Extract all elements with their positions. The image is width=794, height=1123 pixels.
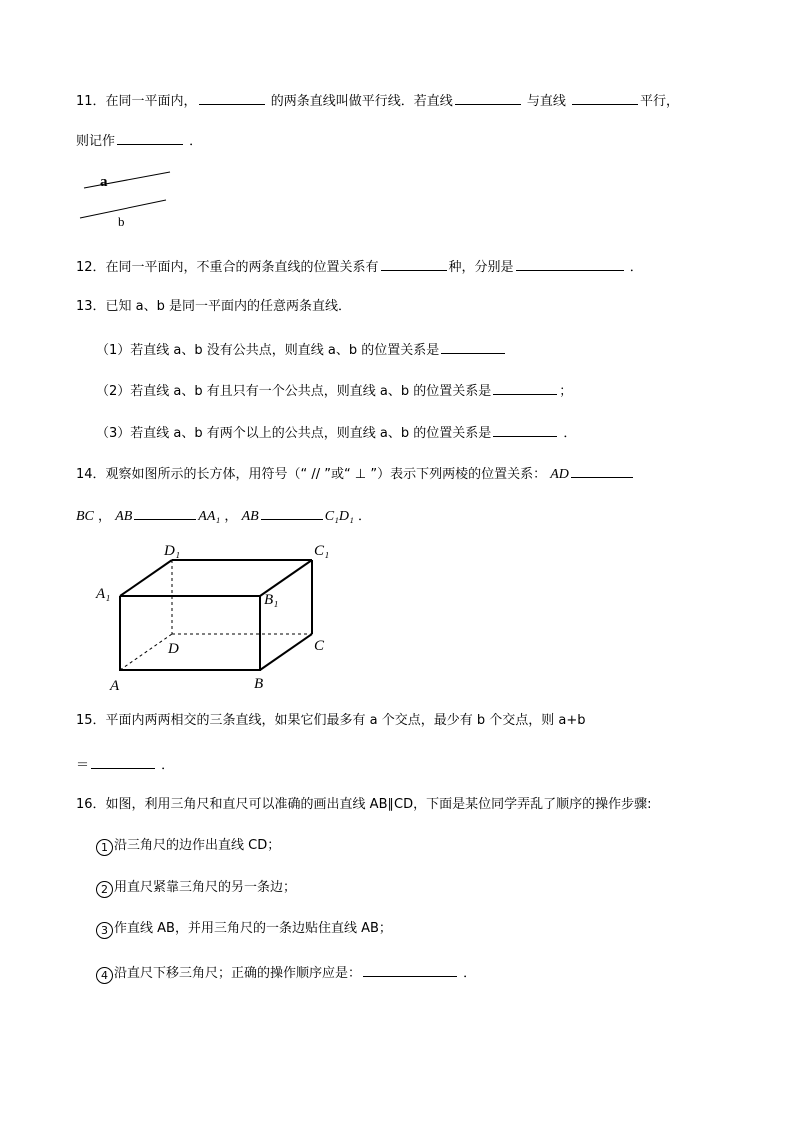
q13-part1-text: （1）若直线 a、b 没有公共点，则直线 a、b 的位置关系是 bbox=[96, 343, 440, 358]
q14-sep-2: ， bbox=[224, 509, 238, 524]
vertex-c: C bbox=[314, 638, 325, 654]
q11-blank-2[interactable] bbox=[455, 90, 521, 105]
edge-a1d1 bbox=[120, 560, 172, 596]
q11-text-6: ． bbox=[189, 134, 203, 149]
q12-text-2: 种，分别是 bbox=[448, 260, 514, 275]
q13-blank-1[interactable] bbox=[441, 339, 505, 354]
q11-text-2: 的两条直线叫做平行线．若直线 bbox=[270, 94, 453, 109]
q14-line2 bbox=[76, 505, 371, 526]
q13-part3-text: （3）若直线 a、b 有两个以上的公共点，则直线 a、b 的位置关系是 bbox=[96, 426, 492, 441]
q16-end: ． bbox=[463, 966, 477, 981]
q14-line1 bbox=[76, 463, 635, 484]
q13-part2-text: （2）若直线 a、b 有且只有一个公共点，则直线 a、b 的位置关系是 bbox=[96, 384, 492, 399]
hidden-edge-ad bbox=[120, 634, 172, 670]
vertex-c1: C₁ bbox=[314, 543, 330, 559]
q12-text-3: ． bbox=[629, 260, 643, 275]
q15-end: ． bbox=[161, 758, 175, 773]
q13-part2 bbox=[96, 380, 572, 401]
q14-edge-ab-1: AB bbox=[115, 509, 133, 524]
q13-part3-end: ． bbox=[563, 426, 577, 441]
edge-b1c1 bbox=[260, 560, 312, 596]
q16-stem: 16．如图，利用三角尺和直尺可以准确的画出直线 AB∥CD，下面是某位同学弄乱了顺序的操作步骤: bbox=[76, 797, 652, 812]
q14-stem: 14．观察如图所示的长方体，用符号（“ // ”或“ ⊥ ”）表示下列两棱的位置关系： bbox=[76, 467, 547, 482]
q16-step-1-text: 沿三角尺的边作出直线 CD； bbox=[114, 838, 281, 853]
q15-eq: ＝ bbox=[76, 758, 90, 773]
q12-blank-1[interactable] bbox=[381, 256, 447, 271]
q14-sep-1: ， bbox=[98, 509, 112, 524]
q16-blank[interactable] bbox=[363, 962, 457, 977]
q14-blank-2[interactable] bbox=[134, 505, 196, 520]
q16-step-4-text: 沿直尺下移三角尺；正确的操作顺序应是： bbox=[114, 966, 362, 981]
q15-blank[interactable] bbox=[91, 754, 155, 769]
q13-blank-3[interactable] bbox=[493, 422, 557, 437]
edge-bc bbox=[260, 634, 312, 670]
q12-blank-2[interactable] bbox=[516, 256, 624, 271]
q16-step-3-text: 作直线 AB，并用三角尺的一条边贴住直线 AB； bbox=[114, 921, 392, 936]
vertex-d1: D₁ bbox=[164, 543, 181, 559]
q13-part1 bbox=[96, 339, 507, 360]
label-b: b bbox=[118, 214, 125, 229]
q14-edge-c1d1: C₁D₁ bbox=[324, 509, 354, 524]
q11-text-4: 平行， bbox=[640, 94, 680, 109]
q11-blank-3[interactable] bbox=[572, 90, 638, 105]
q15-line2 bbox=[76, 754, 174, 775]
q16-step-1 bbox=[96, 837, 280, 856]
vertex-b: B bbox=[254, 676, 264, 692]
q14-blank-1[interactable] bbox=[571, 463, 633, 478]
q16-step-2 bbox=[96, 879, 296, 898]
step-number-1: 1 bbox=[96, 839, 113, 856]
q16-step-4 bbox=[96, 962, 476, 984]
q14-edge-bc: BC bbox=[76, 509, 94, 524]
q13-blank-2[interactable] bbox=[493, 380, 557, 395]
q15-line1: 15．平面内两两相交的三条直线，如果它们最多有 a 个交点，最少有 b 个交点，则 a+b bbox=[76, 713, 586, 728]
step-number-3: 3 bbox=[96, 922, 113, 939]
q11-blank-4[interactable] bbox=[117, 130, 183, 145]
vertex-a1: A₁ bbox=[96, 586, 111, 602]
q16-step-3 bbox=[96, 920, 392, 939]
front-face bbox=[120, 596, 260, 670]
q13-stem: 13．已知 a、b 是同一平面内的任意两条直线． bbox=[76, 299, 352, 314]
q14-edge-ad: AD bbox=[550, 467, 569, 482]
q14-edge-aa1: AA₁ bbox=[198, 509, 221, 524]
q11-parallel-lines-figure bbox=[70, 164, 180, 230]
step-number-2: 2 bbox=[96, 881, 113, 898]
line-a bbox=[84, 172, 170, 188]
vertex-d: D bbox=[168, 641, 179, 657]
label-a: a bbox=[100, 174, 108, 190]
q11-text-3: 与直线 bbox=[526, 94, 566, 109]
vertex-b1: B₁ bbox=[264, 592, 279, 608]
q13-part3 bbox=[96, 422, 576, 443]
q14-edge-ab-2: AB bbox=[241, 509, 259, 524]
q13-part2-end: ； bbox=[559, 384, 573, 399]
q14-blank-3[interactable] bbox=[261, 505, 323, 520]
q12-text-1: 12．在同一平面内，不重合的两条直线的位置关系有 bbox=[76, 260, 379, 275]
q11-line2 bbox=[76, 130, 202, 151]
q11-line1 bbox=[76, 90, 679, 111]
q11-text-1: 11．在同一平面内， bbox=[76, 94, 197, 109]
q16-step-2-text: 用直尺紧靠三角尺的另一条边； bbox=[114, 880, 297, 895]
q14-end: ． bbox=[358, 509, 372, 524]
q14-cuboid-figure bbox=[90, 538, 340, 698]
q12-line bbox=[76, 256, 643, 277]
q11-text-5: 则记作 bbox=[76, 134, 116, 149]
vertex-a: A bbox=[110, 678, 120, 694]
step-number-4: 4 bbox=[96, 967, 113, 984]
q11-blank-1[interactable] bbox=[199, 90, 265, 105]
